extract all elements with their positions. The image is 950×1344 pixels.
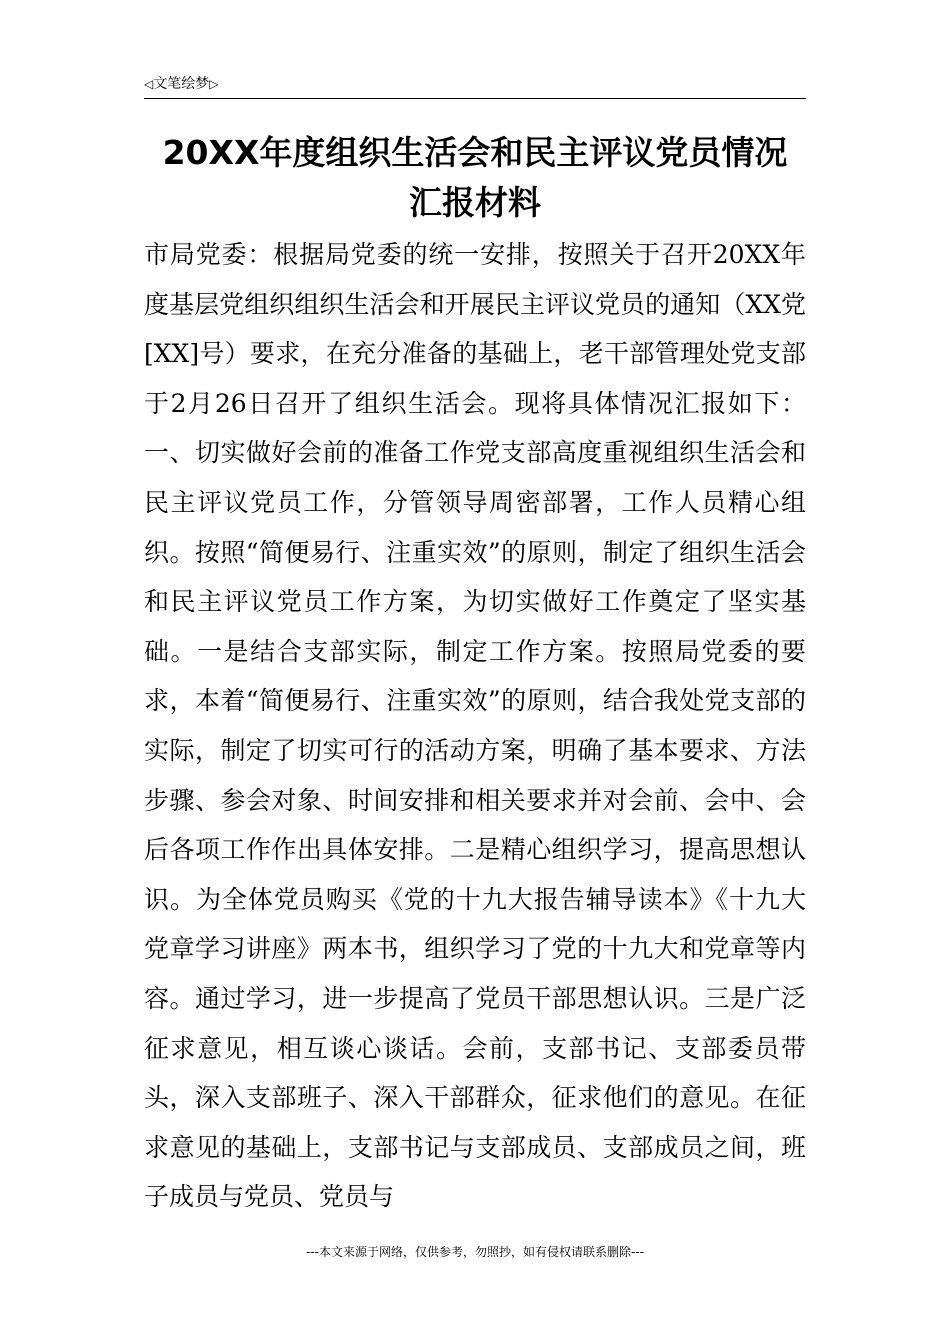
page-header — [144, 72, 806, 99]
left-triangle-icon: ◁ — [144, 77, 154, 91]
document-body: 市局党委：根据局党委的统一安排，按照关于召开20XX年度基层党组织组织生活会和开展民主评议党员的通知（XX党[XX]号）要求，在充分准备的基础上，老干部管理处党支部于2月26日召开了组织生活会。现将具体情况汇报如下：一、切实做好会前的准备工作党支部高度重视组织生活会和民主评议党员工作，分管领导周密部署，工作人员精心组织。按照“简便易行、注重实效”的原则，制定了组织生活会和民主评议党员工作方案，为切实做好工作奠定了坚实基础。一是结合支部实际，制定工作方案。按照局党委的要求，本着“简便易行、注重实效”的原则，结合我处党支部的实际，制定了切实可行的活动方案，明确了基本要求、方法步骤、参会对象、时间安排和相关要求并对会前、会中、会后各项工作作出具体安排。二是精心组织学习，提高思想认识。为全体党员购买《党的十九大报告辅导读本》《十九大党章学习讲座》两本书，组织学习了党的十九大和党章等内容。通过学习，进一步提高了党员干部思想认识。三是广泛征求意见，相互谈心谈话。会前，支部书记、支部委员带头，深入支部班子、深入干部群众，征求他们的意见。在征求意见的基础上，支部书记与支部成员、支部成员之间，班子成员与党员、党员与 — [144, 240, 806, 1212]
header-brand-text: 文笔绘梦 — [153, 76, 210, 92]
title-line-2: 汇报材料 — [409, 183, 541, 222]
header-brand — [144, 75, 218, 93]
document-title — [144, 128, 806, 228]
right-triangle-icon: ▷ — [209, 77, 219, 91]
title-line-1: 20XX年度组织生活会和民主评议党员情况 — [162, 133, 788, 172]
page-footer: ---本文来源于网络，仅供参考，勿照抄，如有侵权请联系删除--- — [306, 1245, 644, 1259]
